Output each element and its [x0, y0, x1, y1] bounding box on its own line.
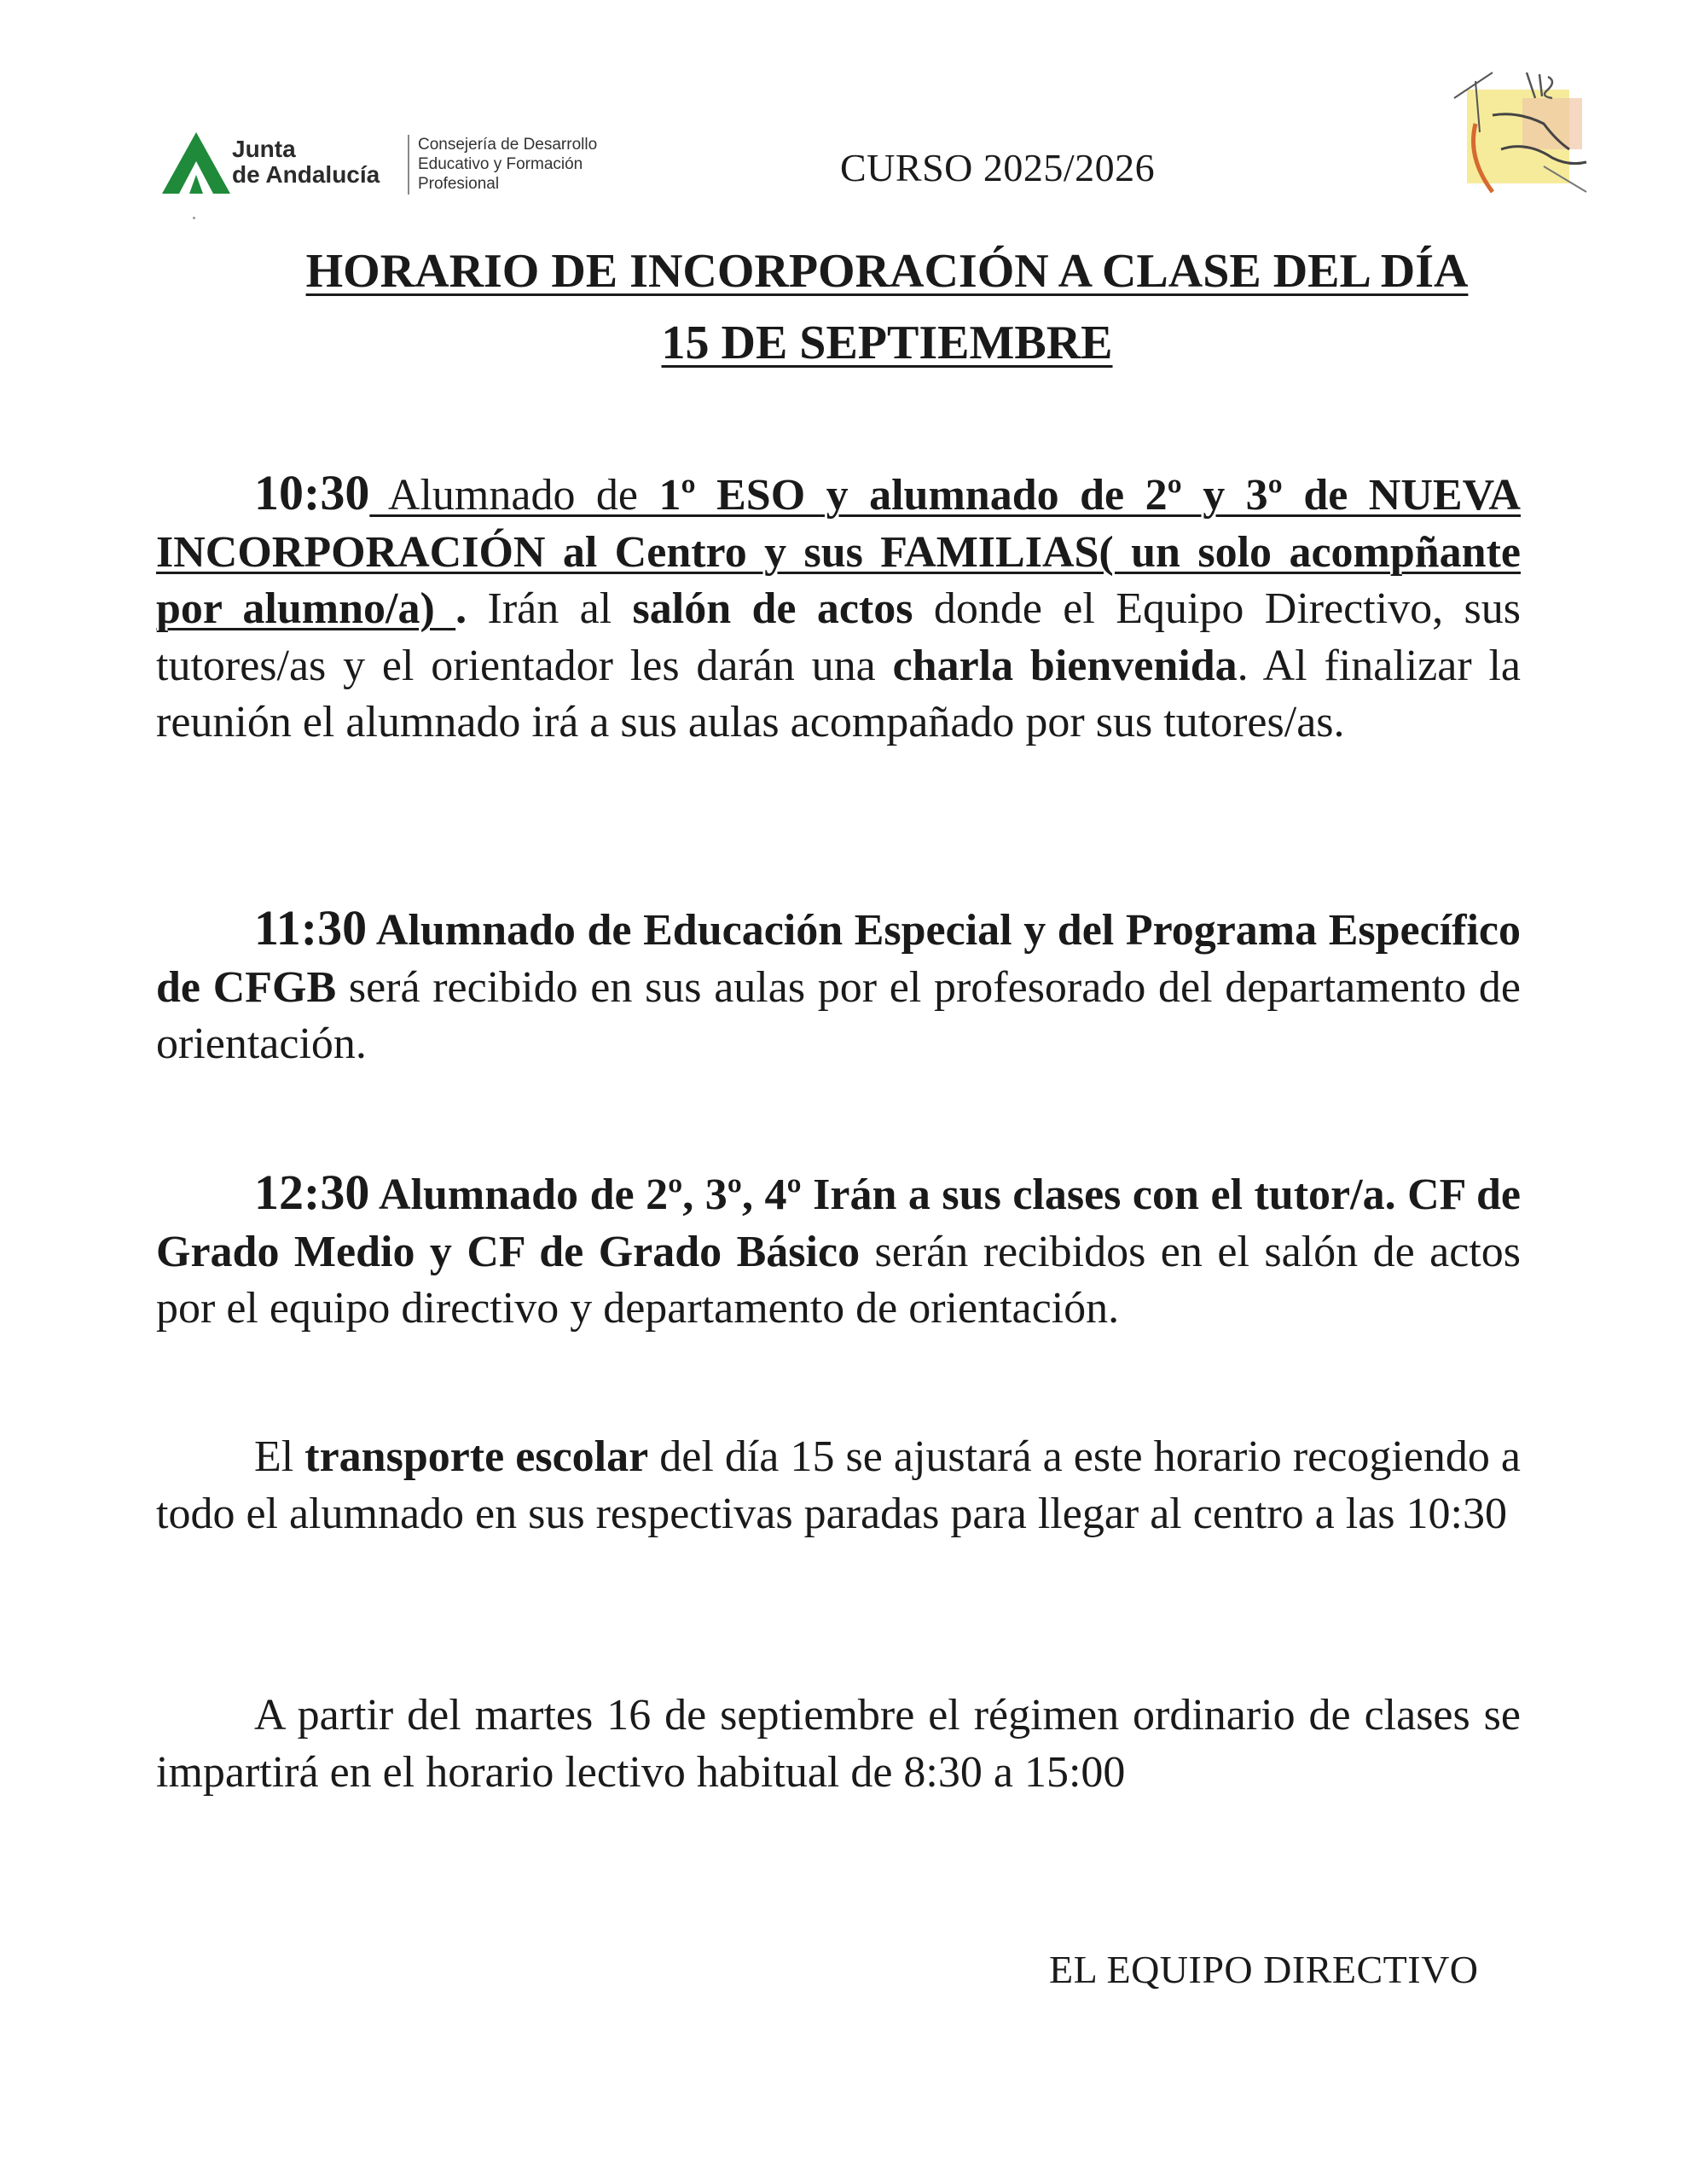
signature-equipo-directivo: EL EQUIPO DIRECTIVO: [1049, 1948, 1479, 1991]
curso-label: CURSO 2025/2026: [840, 146, 1156, 189]
junta-logo-line1: Junta: [232, 136, 296, 162]
paragraph-regimen-ordinario: A partir del martes 16 de septiembre el régimen ordinario de clases se impartirá en el horario lectivo habitual de 8:30 a 15:00: [156, 1691, 1521, 1797]
ies-school-logo-icon: [1441, 64, 1603, 209]
consejeria-line2: Educativo y Formación: [418, 155, 583, 173]
document-title-line2: 15 DE SEPTIEMBRE: [661, 317, 1113, 369]
logo-divider: [408, 135, 409, 195]
document-title-line1: HORARIO DE INCORPORACIÓN A CLASE DEL DÍA: [305, 245, 1469, 298]
paragraph-1230: 12:30 Alumnado de 2º, 3º, 4º Irán a sus clases con el tutor/a. CF de Grado Medio y CF de Grado Básico serán recibidos en el salón de actos por el equipo directivo y departamento de orientación.: [156, 1165, 1521, 1333]
time-1030: 10:30: [254, 465, 370, 520]
paragraph-1130: 11:30 Alumnado de Educación Especial y del Programa Específico de CFGB será recibido en sus aulas por el profesorado del departamento de orientación.: [156, 900, 1521, 1068]
consejeria-text: [418, 135, 597, 194]
consejeria-line3: Profesional: [418, 175, 500, 193]
paragraph-1030: 10:30 Alumnado de 1º ESO y alumnado de 2º y 3º de NUEVA INCORPORACIÓN al Centro y sus FAMILIAS( un solo acompñante por alumno/a) . Irán al salón de actos donde el Equipo Directivo, sus tutores/as y el orientador les darán una charla bienvenida. Al finalizar la reunión el alumnado irá a sus aulas acompañado por sus tutores/as.: [156, 465, 1522, 746]
junta-logo-text: [232, 136, 380, 188]
consejeria-line1: Consejería de Desarrollo: [418, 136, 598, 154]
scan-dot: [193, 217, 195, 219]
time-1230: 12:30: [254, 1165, 370, 1220]
time-1130: 11:30: [254, 900, 368, 956]
paragraph-transporte: El transporte escolar del día 15 se ajustará a este horario recogiendo a todo el alumnado en sus respectivas paradas para llegar al centro a las 10:30: [156, 1432, 1522, 1538]
junta-logo-line2: de Andalucía: [232, 161, 380, 188]
junta-andalucia-logo-icon: [162, 132, 230, 194]
